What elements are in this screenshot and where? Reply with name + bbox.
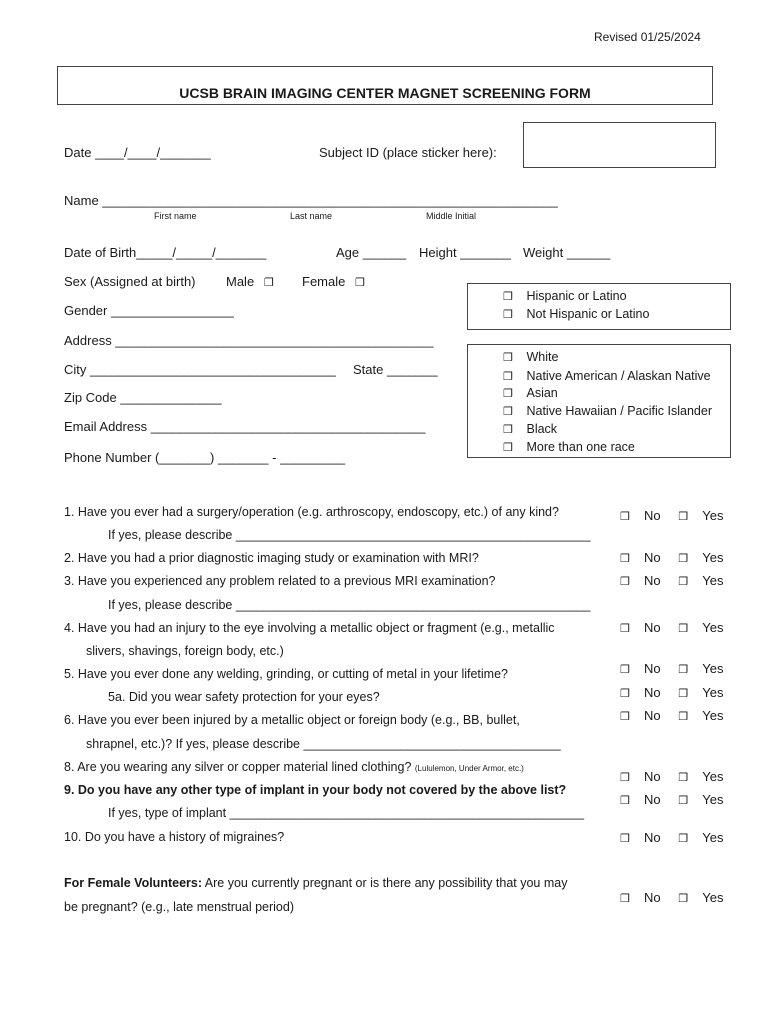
zip-field[interactable]: Zip Code ______________ <box>64 390 222 405</box>
no-checkbox[interactable]: ❒ <box>620 833 630 845</box>
race-label: White <box>526 350 559 364</box>
last-name-caption: Last name <box>290 211 333 221</box>
yes-checkbox[interactable]: ❒ <box>678 711 689 723</box>
checkbox-icon[interactable]: ❒ <box>503 309 513 321</box>
yes-label: Yes <box>702 792 724 807</box>
yes-label: Yes <box>702 708 724 723</box>
no-label: No <box>644 620 661 635</box>
question-8-text: 8. Are you wearing any silver or copper material lined clothing? <box>64 760 412 774</box>
answer-row-female <box>620 890 723 905</box>
gender-field[interactable]: Gender _________________ <box>64 303 234 318</box>
race-label: Asian <box>526 386 558 400</box>
answer-row-q8 <box>620 769 723 784</box>
ethnicity-label: Hispanic or Latino <box>526 289 627 303</box>
yes-label: Yes <box>702 685 724 700</box>
question-3-describe[interactable]: If yes, please describe ___________________________________________________ <box>108 598 591 612</box>
no-label: No <box>644 508 661 523</box>
no-label: No <box>644 769 661 784</box>
answer-row-q6 <box>620 708 723 723</box>
no-checkbox[interactable]: ❒ <box>620 664 630 676</box>
question-6: 6. Have you ever been injured by a metallic object or foreign body (e.g., BB, bullet, <box>64 713 520 727</box>
checkbox-icon[interactable]: ❒ <box>503 442 513 454</box>
no-checkbox[interactable]: ❒ <box>620 893 630 905</box>
question-5: 5. Have you ever done any welding, grinding, or cutting of metal in your lifetime? <box>64 667 508 681</box>
yes-label: Yes <box>702 573 724 588</box>
ethnicity-label: Not Hispanic or Latino <box>526 307 650 321</box>
no-checkbox[interactable]: ❒ <box>620 623 630 635</box>
answer-row-q2 <box>620 550 723 565</box>
question-5a: 5a. Did you wear safety protection for your eyes? <box>108 690 380 704</box>
female-label: Female <box>302 274 346 289</box>
yes-label: Yes <box>702 890 724 905</box>
race-option[interactable] <box>503 404 712 418</box>
race-option[interactable] <box>503 422 557 436</box>
female-question <box>64 876 567 890</box>
no-checkbox[interactable]: ❒ <box>620 511 630 523</box>
yes-label: Yes <box>702 769 724 784</box>
sex-female-option[interactable] <box>302 274 369 289</box>
female-question-continued: be pregnant? (e.g., late menstrual period) <box>64 900 294 914</box>
question-2: 2. Have you had a prior diagnostic imaging study or examination with MRI? <box>64 551 479 565</box>
no-label: No <box>644 573 661 588</box>
race-option[interactable] <box>503 369 711 383</box>
date-field[interactable]: Date ____/____/_______ <box>64 145 211 160</box>
question-4: 4. Have you had an injury to the eye involving a metallic object or fragment (e.g., metallic <box>64 621 555 635</box>
question-4-continued: slivers, shavings, foreign body, etc.) <box>86 644 284 658</box>
name-field[interactable]: Name _______________________________________________________________ <box>64 193 558 208</box>
question-3: 3. Have you experienced any problem related to a previous MRI examination? <box>64 574 496 588</box>
yes-label: Yes <box>702 508 724 523</box>
sex-male-option[interactable] <box>226 274 278 289</box>
question-9-implant[interactable]: If yes, type of implant ___________________________________________________ <box>108 806 585 820</box>
no-label: No <box>644 830 661 845</box>
race-option[interactable] <box>503 386 558 400</box>
form-title: UCSB BRAIN IMAGING CENTER MAGNET SCREENING FORM <box>179 85 591 101</box>
checkbox-icon[interactable]: ❒ <box>503 291 513 303</box>
yes-label: Yes <box>702 620 724 635</box>
race-label: More than one race <box>526 440 635 454</box>
female-question-text: Are you currently pregnant or is there any possibility that you may <box>202 876 568 890</box>
race-label: Black <box>526 422 558 436</box>
answer-row-q4 <box>620 620 723 635</box>
no-label: No <box>644 685 661 700</box>
yes-label: Yes <box>702 830 724 845</box>
middle-initial-caption: Middle Initial <box>426 211 477 221</box>
question-6-continued[interactable]: shrapnel, etc.)? If yes, please describe _____________________________________ <box>86 737 561 751</box>
ethnicity-option[interactable] <box>503 307 649 321</box>
yes-label: Yes <box>702 550 724 565</box>
male-label: Male <box>226 274 255 289</box>
no-label: No <box>644 890 661 905</box>
checkbox-icon[interactable]: ❒ <box>503 406 513 418</box>
no-checkbox[interactable]: ❒ <box>620 688 630 700</box>
dob-field[interactable]: Date of Birth_____/_____/_______ <box>64 245 267 260</box>
yes-checkbox[interactable]: ❒ <box>678 772 689 784</box>
yes-checkbox[interactable]: ❒ <box>678 688 689 700</box>
checkbox-icon[interactable]: ❒ <box>503 352 513 364</box>
checkbox-icon[interactable]: ❒ <box>503 388 513 400</box>
race-label: Native American / Alaskan Native <box>526 369 711 383</box>
answer-row-q3 <box>620 573 723 588</box>
ethnicity-option[interactable] <box>503 289 627 303</box>
checkbox-icon[interactable]: ❒ <box>354 277 365 289</box>
no-checkbox[interactable]: ❒ <box>620 553 630 565</box>
no-label: No <box>644 792 661 807</box>
state-field[interactable]: State _______ <box>353 362 438 377</box>
no-checkbox[interactable]: ❒ <box>620 576 630 588</box>
answer-row-q1 <box>620 508 723 523</box>
revised-date: Revised 01/25/2024 <box>594 30 701 44</box>
yes-checkbox[interactable]: ❒ <box>678 623 689 635</box>
question-10: 10. Do you have a history of migraines? <box>64 830 285 844</box>
no-checkbox[interactable]: ❒ <box>620 795 630 807</box>
address-field[interactable]: Address ____________________________________________ <box>64 333 434 348</box>
no-checkbox[interactable]: ❒ <box>620 711 630 723</box>
weight-field[interactable]: Weight ______ <box>523 245 611 260</box>
yes-label: Yes <box>702 661 724 676</box>
subject-id-sticker-box[interactable] <box>523 122 716 168</box>
yes-checkbox[interactable]: ❒ <box>678 795 689 807</box>
yes-checkbox[interactable]: ❒ <box>678 553 689 565</box>
answer-row-q9 <box>620 792 723 807</box>
question-8 <box>64 760 524 774</box>
city-field[interactable]: City __________________________________ <box>64 362 336 377</box>
age-field[interactable]: Age ______ <box>336 245 407 260</box>
no-label: No <box>644 661 661 676</box>
yes-checkbox[interactable]: ❒ <box>678 511 689 523</box>
race-label: Native Hawaiian / Pacific Islander <box>526 404 712 418</box>
height-field[interactable]: Height _______ <box>419 245 511 260</box>
subject-id-label: Subject ID (place sticker here): <box>319 145 497 160</box>
question-8-note: (Lululemon, Under Armor, etc.) <box>414 764 524 773</box>
yes-checkbox[interactable]: ❒ <box>678 576 689 588</box>
race-option[interactable] <box>503 350 558 364</box>
race-option[interactable] <box>503 440 635 454</box>
answer-row-q5 <box>620 661 723 676</box>
yes-checkbox[interactable]: ❒ <box>678 664 689 676</box>
email-field[interactable]: Email Address ______________________________________ <box>64 419 426 434</box>
form-title-box <box>57 66 713 105</box>
female-question-label: For Female Volunteers: <box>64 876 202 890</box>
question-1-describe[interactable]: If yes, please describe ___________________________________________________ <box>108 528 591 542</box>
sex-label: Sex (Assigned at birth) <box>64 274 196 289</box>
no-checkbox[interactable]: ❒ <box>620 772 630 784</box>
yes-checkbox[interactable]: ❒ <box>678 833 689 845</box>
checkbox-icon[interactable]: ❒ <box>503 371 513 383</box>
checkbox-icon[interactable]: ❒ <box>263 277 274 289</box>
answer-row-q10 <box>620 830 723 845</box>
yes-checkbox[interactable]: ❒ <box>678 893 689 905</box>
no-label: No <box>644 550 661 565</box>
phone-field[interactable]: Phone Number (_______) _______ - _________ <box>64 450 346 465</box>
question-1: 1. Have you ever had a surgery/operation (e.g. arthroscopy, endoscopy, etc.) of any kind? <box>64 505 559 519</box>
question-9: 9. Do you have any other type of implant in your body not covered by the above list? <box>64 783 567 797</box>
first-name-caption: First name <box>154 211 197 221</box>
answer-row-q5a <box>620 685 723 700</box>
checkbox-icon[interactable]: ❒ <box>503 424 513 436</box>
no-label: No <box>644 708 661 723</box>
